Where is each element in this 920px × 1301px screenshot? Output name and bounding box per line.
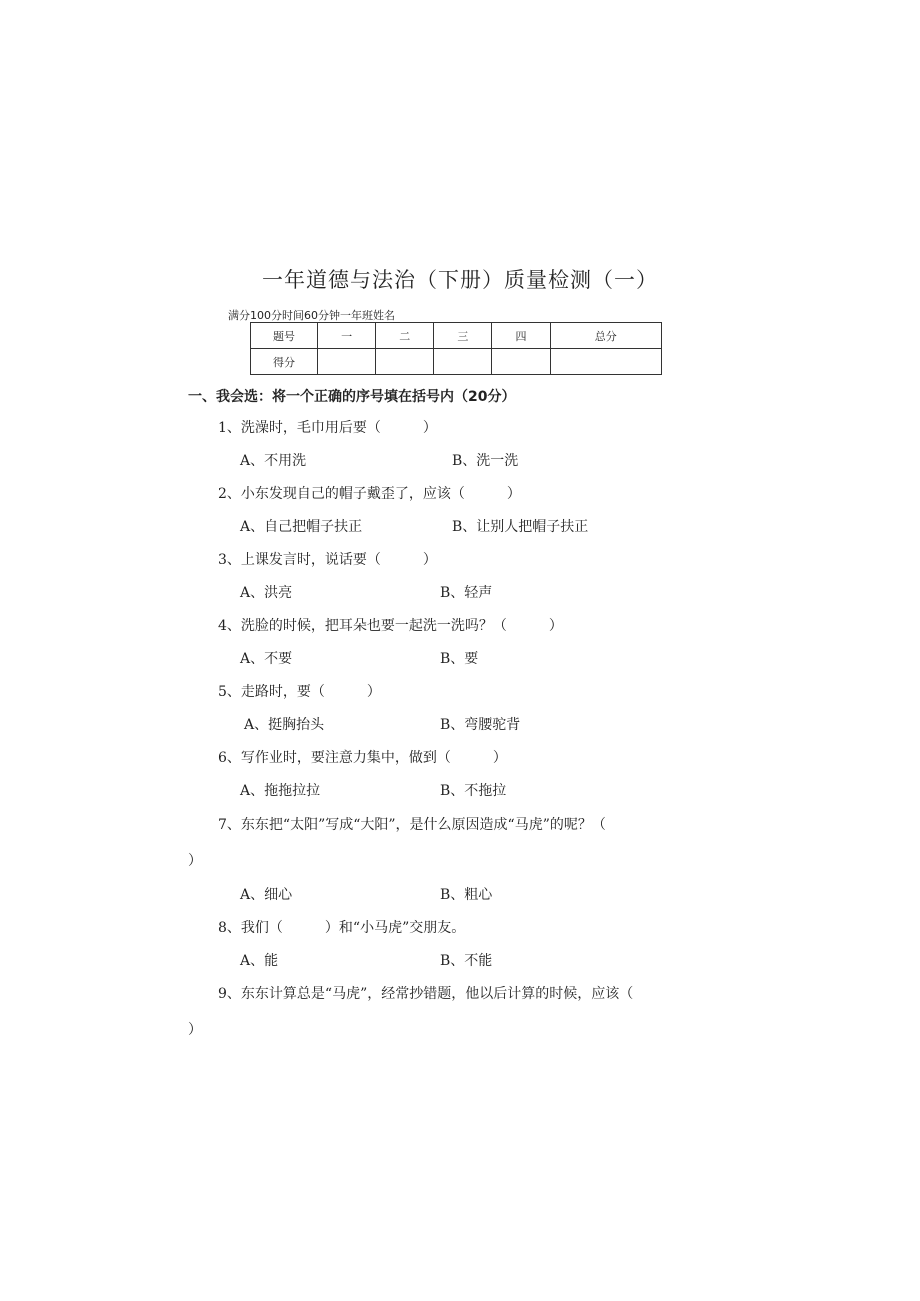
cell-score-blank	[492, 349, 550, 375]
cell-header: 一	[318, 323, 376, 349]
score-table-header-row	[251, 323, 662, 349]
option-a: A、不要	[240, 651, 293, 667]
option-b: B、粗心	[440, 887, 493, 903]
option-a: A、自己把帽子扶正	[240, 519, 363, 535]
option-b: B、洗一洗	[452, 453, 519, 469]
cell-score-label: 得分	[251, 349, 318, 375]
option-b: B、让别人把帽子扶正	[452, 519, 589, 535]
exam-meta: 满分100分时间60分钟一年班姓名	[228, 309, 395, 322]
option-b: B、不能	[440, 953, 493, 969]
cell-score-blank	[318, 349, 376, 375]
cell-header: 四	[492, 323, 550, 349]
cell-score-blank	[550, 349, 661, 375]
option-a: A、挺胸抬头	[244, 717, 325, 733]
option-a: A、不用洗	[240, 453, 307, 469]
score-table	[250, 322, 662, 375]
question-6: 6、写作业时，要注意力集中，做到（ ）	[218, 750, 507, 766]
question-7: 7、东东把“太阳”写成“大阳”，是什么原因造成“马虎”的呢？（	[218, 817, 606, 833]
option-a: A、拖拖拉拉	[240, 783, 321, 799]
question-9: 9、东东计算总是“马虎”，经常抄错题，他以后计算的时候，应该（	[218, 986, 634, 1002]
question-1: 1、洗澡时，毛巾用后要（ ）	[218, 420, 437, 436]
question-5: 5、走路时，要（ ）	[218, 684, 381, 700]
cell-header: 题号	[251, 323, 318, 349]
cell-header: 三	[434, 323, 492, 349]
page-title: 一年道德与法治（下册）质量检测（一）	[262, 268, 658, 292]
question-9-continuation: ）	[188, 1022, 202, 1038]
question-7-continuation: ）	[188, 853, 202, 869]
section-heading: 一、我会选：将一个正确的序号填在括号内（20分）	[188, 389, 516, 405]
question-8: 8、我们（ ）和“小马虎”交朋友。	[218, 920, 466, 936]
option-b: B、轻声	[440, 585, 493, 601]
option-b: B、不拖拉	[440, 783, 507, 799]
option-b: B、要	[440, 651, 479, 667]
question-2: 2、小东发现自己的帽子戴歪了，应该（ ）	[218, 486, 521, 502]
question-4: 4、洗脸的时候，把耳朵也要一起洗一洗吗？（ ）	[218, 618, 563, 634]
option-a: A、细心	[240, 887, 293, 903]
cell-header: 总分	[550, 323, 661, 349]
score-table-score-row	[251, 349, 662, 375]
option-b: B、弯腰驼背	[440, 717, 521, 733]
question-3: 3、上课发言时，说话要（ ）	[218, 552, 437, 568]
cell-score-blank	[434, 349, 492, 375]
cell-score-blank	[376, 349, 434, 375]
option-a: A、能	[240, 953, 279, 969]
cell-header: 二	[376, 323, 434, 349]
option-a: A、洪亮	[240, 585, 293, 601]
